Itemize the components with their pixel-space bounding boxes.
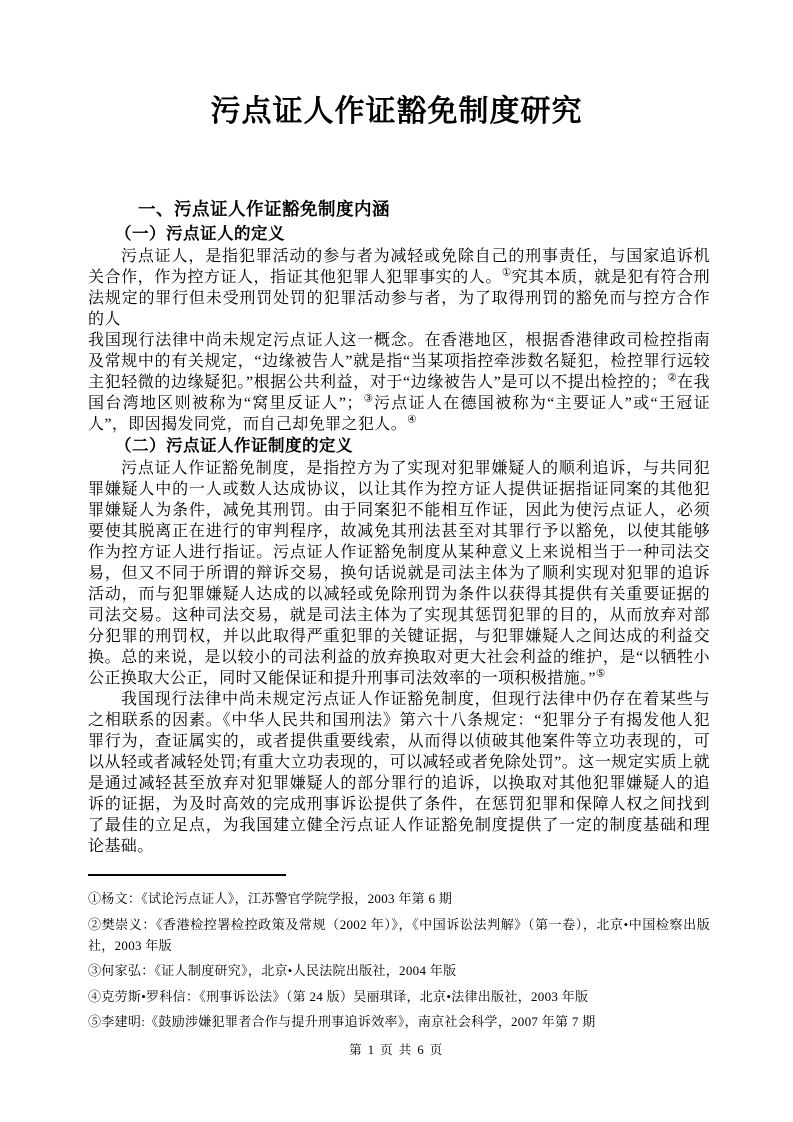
text-run: 污点证人，是指犯罪活动的参与者为减轻或免除自己的刑事责任，与国家追诉机关合作，作为控方证人，指证其他犯罪人犯罪事实的人。 — [88, 248, 710, 286]
footnote-ref: ④ — [407, 414, 417, 426]
paragraph-1 — [88, 246, 710, 330]
footnotes-section — [88, 874, 710, 1037]
page-number: 第 1 页 共 6 页 — [349, 1043, 444, 1057]
paragraph-4 — [88, 689, 710, 857]
paragraph-2 — [88, 330, 710, 435]
sub-heading-1: （一）污点证人的定义 — [115, 225, 285, 243]
sub-heading-2: （二）污点证人作证制度的定义 — [115, 437, 353, 455]
text-run: 我国现行法律中尚未规定污点证人作证豁免制度，但现行法律中仍存在着某些与之相联系的因素。《中华人民共和国刑法》第六十八条规定：“犯罪分子有揭发他人犯罪行为，查证属实的，或者提供重要线索，从而得以侦破其他案件等立功表现的，可以从轻或者减轻处罚;有重大立功表现的，可以减轻或者免除处罚”。这一规定实质上就是通过减轻甚至放弃对犯罪嫌疑人的部分罪行的追诉，以换取对其他犯罪嫌疑人的追诉的证据，为及时高效的完成刑事诉讼提供了条件，在惩罚犯罪和保障人权之间找到了最佳的立足点，为我国建立健全污点证人作证豁免制度提供了一定的制度基础和理论基础。 — [88, 691, 710, 855]
footnote-ref: ⑤ — [595, 668, 606, 680]
section-heading: 一、污点证人作证豁免制度内涵 — [138, 199, 390, 219]
footnote-ref: ② — [667, 372, 677, 384]
footnote-ref: ① — [501, 267, 512, 279]
paragraph-3 — [88, 458, 710, 689]
text-run: 究其本质，就是犯有符合刑法规定的罪行但未受刑罚处罚的犯罪活动参与者，为了取得刑罚的豁免而与控方合作的人 — [88, 269, 710, 328]
text-run: 污点证人作证豁免制度，是指控方为了实现对犯罪嫌疑人的顺利追诉，与共同犯罪嫌疑人中的一人或数人达成协议，以让其作为控方证人提供证据指证同案的其他犯罪嫌疑人为条件，减免其刑罚。由于同案犯不能相互作证，因此为使污点证人，必须要使其脱离正在进行的审判程序，故减免其刑法甚至对其罪行予以豁免，以使其能够作为控方证人进行指证。污点证人作证豁免制度从某种意义上来说相当于一种司法交易，但又不同于所谓的辩诉交易，换句话说就是司法主体为了顺利实现对犯罪的追诉活动，而与犯罪嫌疑人达成的以减轻或免除刑罚为条件以获得其提供有关重要证据的司法交易。这种司法交易，就是司法主体为了实现其惩罚犯罪的目的，从而放弃对部分犯罪的刑罚权，并以此取得严重犯罪的关键证据，与犯罪嫌疑人之间达成的利益交换。总的来说，是以较小的司法利益的放弃换取对更大社会利益的维护，是“以牺牲小公正换取大公正，同时又能保证和提升刑事司法效率的一项积极措施。” — [88, 460, 710, 687]
text-run: 在我国台湾地区则被称为“窝里反证人”； — [88, 374, 710, 412]
footnote-3: ③何家弘：《证人制度研究》，北京•人民法院出版社，2004 年版 — [88, 963, 457, 978]
footnote-divider — [88, 874, 286, 876]
footnote-4: ④克劳斯•罗科信：《刑事诉讼法》（第 24 版）吴丽琪译，北京•法律出版社，2003 年版 — [88, 988, 589, 1004]
text-run: 污点证人在德国被称为“主要证人”或“王冠证人”，即因揭发同党，而自己却免罪之犯人。 — [88, 395, 710, 433]
footnote-5: ⑤李建明:《鼓励涉嫌犯罪者合作与提升刑事追诉效率》，南京社会科学，2007 年第 7 期 — [88, 1014, 596, 1029]
document-title: 污点证人作证豁免制度研究 — [210, 95, 583, 128]
footnote-1: ①杨文：《试论污点证人》，江苏警官学院学报，2003 年第 6 期 — [88, 891, 453, 906]
footnote-2: ②樊崇义：《香港检控署检控政策及常规（2002 年）》，《中国诉讼法判解》（第一卷），北京•中国检察出版社，2003 年版 — [88, 916, 710, 953]
document-body — [0, 196, 793, 857]
footnote-ref: ③ — [362, 393, 374, 405]
text-run: 我国现行法律中尚未规定污点证人这一概念。在香港地区，根据香港律政司检控指南及常规中的有关规定，“边缘被告人”就是指“当某项指控牵涉数名疑犯，检控罪行远较主犯轻微的边缘疑犯。”根据公共利益，对于“边缘被告人”是可以不提出检控的； — [88, 332, 710, 391]
